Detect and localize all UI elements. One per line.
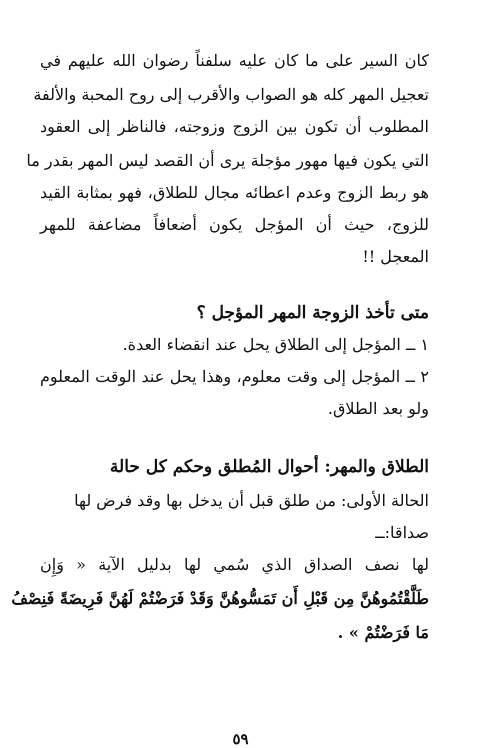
case-1-line: الحالة الأولى: من طلق قبل أن يدخل بها وقد فرض لها xyxy=(74,491,429,510)
paragraph-line-3: المطلوب أن تكون بين الزوج وزوجته، فالناظر إلى العقود xyxy=(40,117,429,136)
paragraph-line-2: تعجيل المهر كله هو الصواب والأقرب إلى روح المحبة والألفة xyxy=(33,85,429,104)
section-heading-divorce-and-dowry: الطلاق والمهر: أحوال المُطلق وحكم كل حالة xyxy=(109,457,429,477)
paragraph-line-5: هو ربط الزوج وعدم اعطائه مجال للطلاق، فهو بمثابة القيد xyxy=(40,183,429,202)
page-number: ٥٩ xyxy=(232,730,249,748)
section-heading-deferred-dowry: متى تأخذ الزوجة المهر المؤجل ؟ xyxy=(196,303,429,323)
verse-line-1: لها نصف الصداق الذي سُمي لها بدليل الآية « وَإِن xyxy=(40,555,429,574)
paragraph-line-1: كان السير على ما كان عليه سلفناً رضوان الله عليهم في xyxy=(40,51,429,70)
case-1-continuation: صداقا:ــ xyxy=(375,523,429,542)
paragraph-line-6: للزوج، حيث أن المؤجل يكون أضعافاً مضاعفة للمهر xyxy=(40,215,429,234)
verse-line-2: طَلَّقْتُمُوهُنَّ مِن قَبْلِ أَن تَمَسُّوهُنَّ وَقَدْ فَرَضْتُمْ لَهُنَّ فَرِيضَةً فَنِصْفُ xyxy=(11,589,429,608)
verse-line-3: مَا فَرَضْتُمْ » . xyxy=(337,623,429,642)
list-item-2-continuation: ولو بعد الطلاق. xyxy=(327,399,429,418)
paragraph-line-4: التي يكون فيها مهور مؤجلة يرى أن القصد ليس المهر بقدر ما xyxy=(26,151,429,170)
list-item-1: ١ ــ المؤجل إلى الطلاق يحل عند انقضاء العدة. xyxy=(122,335,429,354)
paragraph-line-7: المعجل !! xyxy=(362,247,429,266)
list-item-2: ٢ ــ المؤجل إلى وقت معلوم، وهذا يحل عند الوقت المعلوم xyxy=(40,367,429,386)
